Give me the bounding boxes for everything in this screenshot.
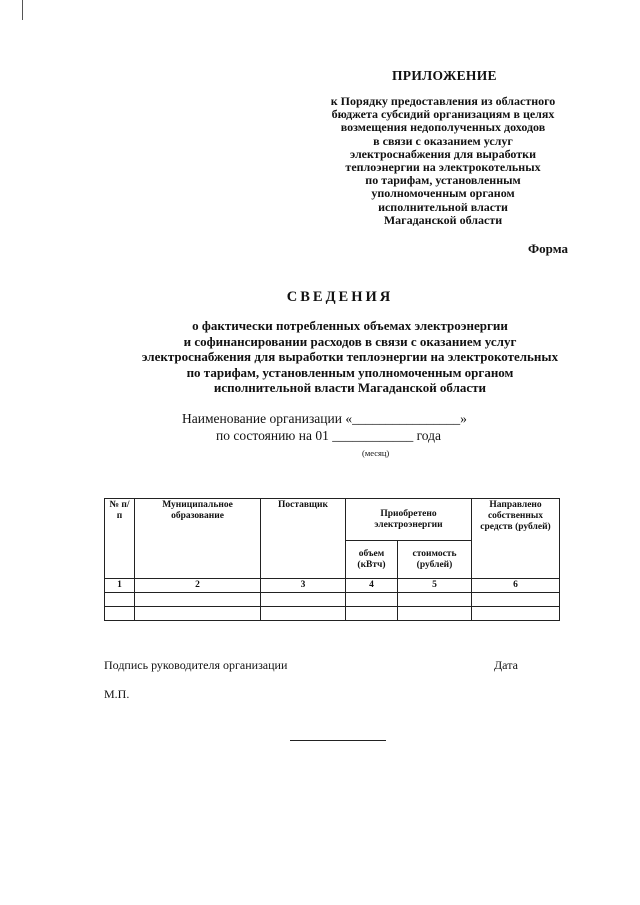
signature-label: Подпись руководителя организации bbox=[104, 658, 288, 672]
subtitle-line: по тарифам, установленным уполномоченным органом bbox=[186, 364, 514, 380]
page-corner-mark bbox=[22, 0, 23, 20]
appendix-line: бюджета субсидий организациям в целях bbox=[331, 107, 555, 122]
table-row bbox=[105, 607, 560, 621]
header-cost: стоимость (рублей) bbox=[398, 541, 472, 579]
header-volume: объем (кВтч) bbox=[346, 541, 398, 579]
column-number: 5 bbox=[398, 579, 472, 593]
header-own-funds: Направлено собственных средств (рублей) bbox=[472, 499, 560, 579]
document-subtitle bbox=[70, 318, 630, 396]
document-title: СВЕДЕНИЯ bbox=[286, 289, 394, 305]
table-cell bbox=[105, 593, 135, 607]
header-supplier: Поставщик bbox=[261, 499, 346, 579]
column-number: 4 bbox=[346, 579, 398, 593]
end-divider bbox=[290, 740, 386, 741]
subtitle-line: и софинансировании расходов в связи с оказанием услуг bbox=[183, 333, 517, 349]
seal-label: М.П. bbox=[104, 687, 130, 701]
form-label: Форма bbox=[528, 241, 568, 256]
table-cell bbox=[261, 607, 346, 621]
column-number: 6 bbox=[472, 579, 560, 593]
appendix-title: ПРИЛОЖЕНИЕ bbox=[392, 68, 497, 83]
table-cell bbox=[135, 593, 261, 607]
appendix-line: к Порядку предоставления из областного bbox=[330, 94, 556, 108]
header-number: № п/п bbox=[105, 499, 135, 579]
header-acquired-electricity: Приобретено электроэнергии bbox=[346, 499, 472, 541]
subtitle-line: электроснабжения для выработки теплоэнергии на электрокотельных bbox=[141, 349, 559, 364]
appendix-line: по тарифам, установленным bbox=[365, 173, 521, 188]
column-number: 1 bbox=[105, 579, 135, 593]
subtitle-line: о фактически потребленных объемах электроэнергии bbox=[192, 318, 508, 333]
table-cell bbox=[261, 593, 346, 607]
column-number: 3 bbox=[261, 579, 346, 593]
table-row bbox=[105, 593, 560, 607]
subtitle-line: исполнительной власти Магаданской области bbox=[213, 380, 487, 395]
appendix-line: электроснабжения для выработки bbox=[349, 146, 536, 161]
date-label: Дата bbox=[494, 658, 518, 672]
appendix-line: исполнительной власти bbox=[378, 199, 508, 214]
organization-name-line: Наименование организации «________________» bbox=[182, 411, 467, 426]
report-date-line: по состоянию на 01 ____________ года bbox=[216, 428, 442, 443]
table-cell bbox=[472, 607, 560, 621]
table-cell bbox=[472, 593, 560, 607]
table-cell bbox=[398, 607, 472, 621]
column-number: 2 bbox=[135, 579, 261, 593]
header-municipality: Муниципальное образование bbox=[135, 499, 261, 579]
month-caption: (месяц) bbox=[362, 448, 390, 458]
appendix-text bbox=[318, 95, 568, 227]
table-cell bbox=[105, 607, 135, 621]
appendix-line: в связи с оказанием услуг bbox=[373, 133, 513, 148]
table-cell bbox=[135, 607, 261, 621]
appendix-line: теплоэнергии на электрокотельных bbox=[345, 160, 541, 175]
table-cell bbox=[346, 607, 398, 621]
data-table bbox=[104, 498, 560, 621]
appendix-line: возмещения недополученных доходов bbox=[340, 120, 546, 135]
appendix-line: Магаданской области bbox=[383, 212, 503, 227]
appendix-line: уполномоченным органом bbox=[371, 186, 515, 201]
table-cell bbox=[398, 593, 472, 607]
table-cell bbox=[346, 593, 398, 607]
